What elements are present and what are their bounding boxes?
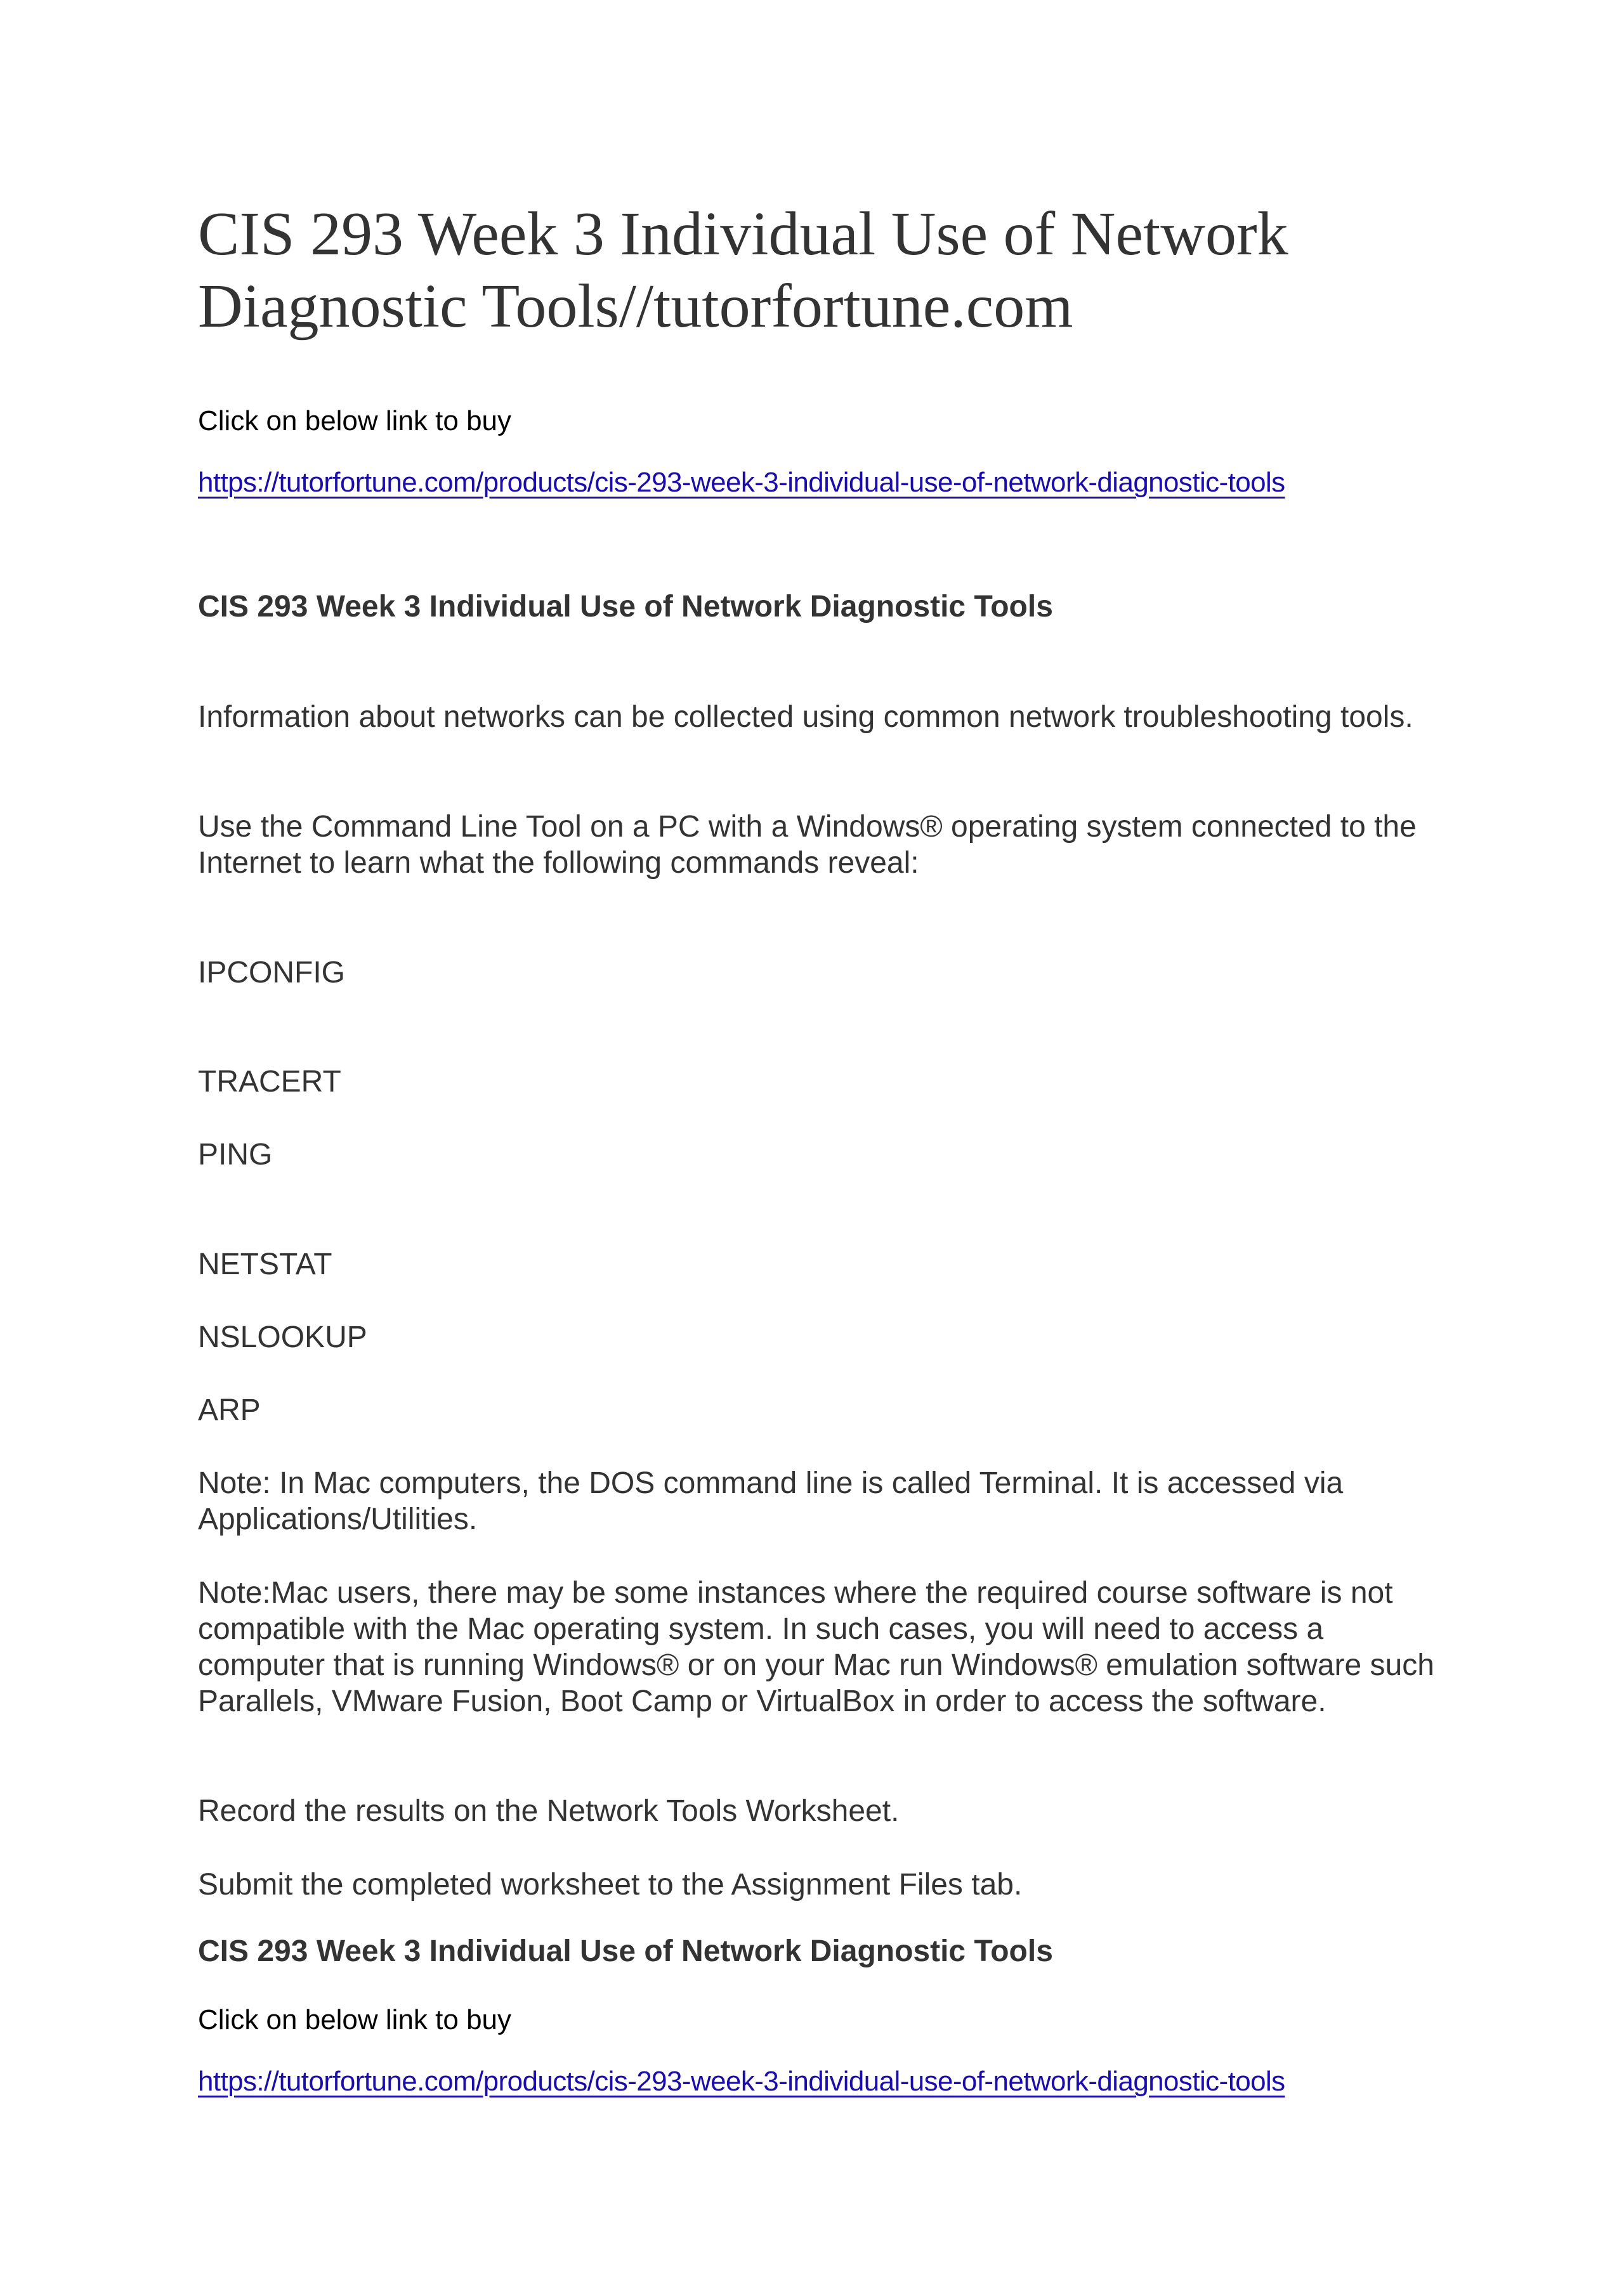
command-item-netstat: NETSTAT — [198, 1248, 332, 1281]
product-link-bottom-line — [198, 2064, 1285, 2099]
command-item-ping: PING — [198, 1138, 273, 1171]
intro-paragraph: Information about networks can be collected using common network troubleshooting tools. — [198, 700, 1413, 734]
note-terminal-paragraph: Note: In Mac computers, the DOS command line is called Terminal. It is accessed via Applications/Utilities. — [198, 1466, 1344, 1536]
product-link-top-line — [198, 465, 1285, 500]
product-link-bottom[interactable]: https://tutorfortune.com/products/cis-293-week-3-individual-use-of-network-diagnostic-tools — [198, 2066, 1285, 2097]
section-heading-bottom: CIS 293 Week 3 Individual Use of Network Diagnostic Tools — [198, 1934, 1053, 1968]
document-title: CIS 293 Week 3 Individual Use of Network Diagnostic Tools//tutorfortune.com — [198, 200, 1288, 341]
product-link-top[interactable]: https://tutorfortune.com/products/cis-293-week-3-individual-use-of-network-diagnostic-tools — [198, 467, 1285, 498]
section-heading-top: CIS 293 Week 3 Individual Use of Network Diagnostic Tools — [198, 590, 1053, 623]
instruction-paragraph: Use the Command Line Tool on a PC with a Windows® operating system connected to the Internet to learn what the following commands reveal: — [198, 810, 1417, 880]
command-item-nslookup: NSLOOKUP — [198, 1321, 367, 1354]
command-item-ipconfig: IPCONFIG — [198, 956, 346, 989]
command-item-tracert: TRACERT — [198, 1065, 341, 1099]
record-results-paragraph: Record the results on the Network Tools Worksheet. — [198, 1794, 900, 1828]
submit-paragraph: Submit the completed worksheet to the Assignment Files tab. — [198, 1868, 1023, 1901]
note-mac-users-paragraph: Note:Mac users, there may be some instances where the required course software is not compatible with the Mac operating system. In such cases, you will need to access a computer that is running Windows® or on your Mac run Windows® emulation software such Parallels, VMware Fusion, Boot Camp or VirtualBox in order to access the software. — [198, 1576, 1434, 1718]
command-item-arp: ARP — [198, 1393, 261, 1427]
click-to-buy-text-bottom: Click on below link to buy — [198, 2004, 512, 2035]
click-to-buy-text-top: Click on below link to buy — [198, 405, 512, 436]
